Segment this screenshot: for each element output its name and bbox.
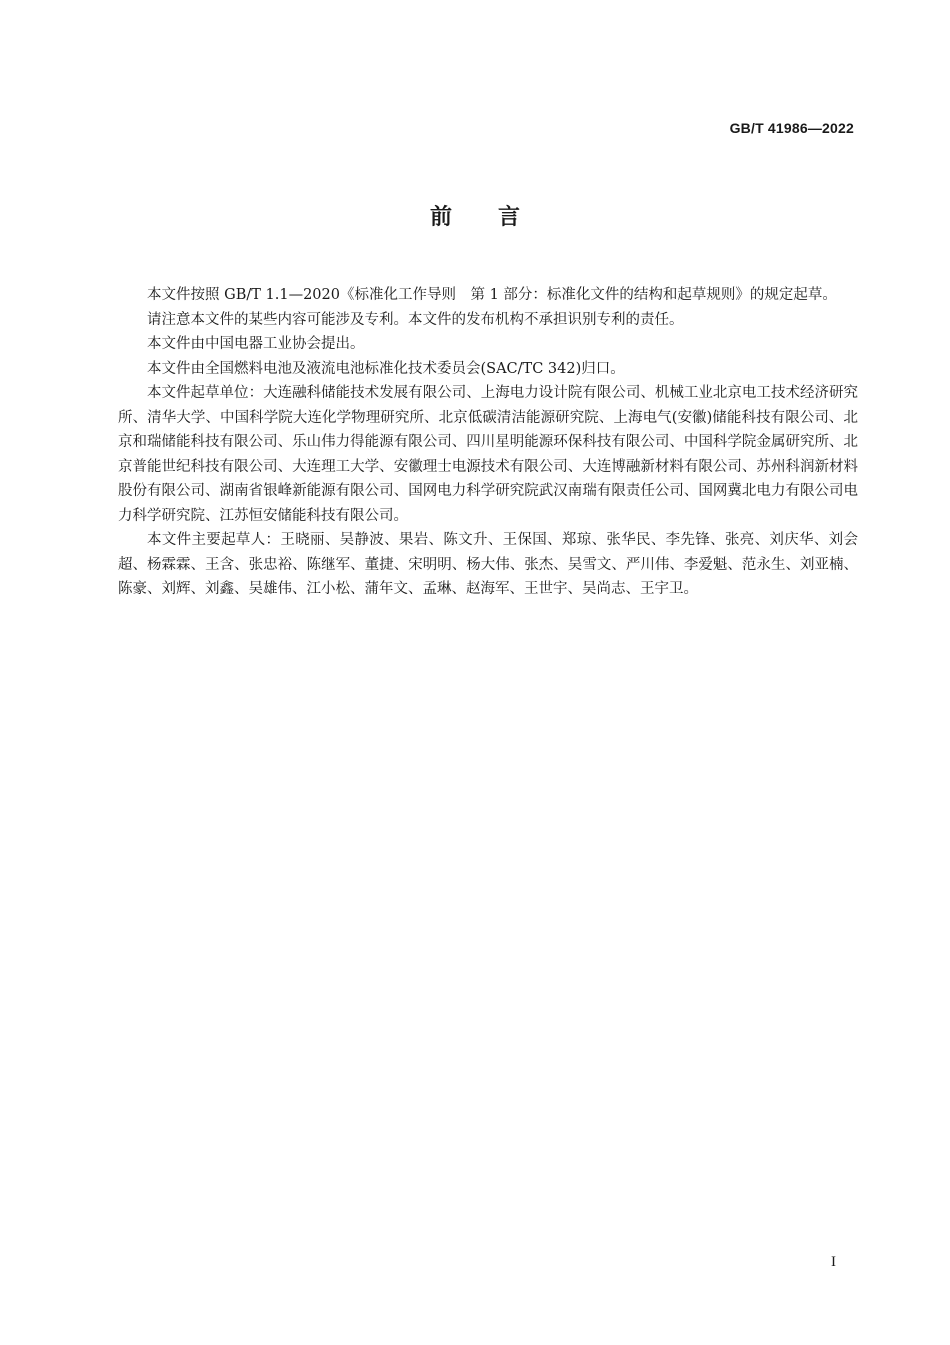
- page-title: 前言: [429, 205, 566, 230]
- paragraph-patent-notice: 请注意本文件的某些内容可能涉及专利。本文件的发布机构不承担识别专利的责任。: [147, 311, 684, 328]
- standard-number: GB/T 41986—2022: [729, 120, 854, 136]
- foreword-body: [118, 283, 858, 602]
- page-number: I: [831, 1254, 836, 1270]
- paragraph-drafting-units: 本文件起草单位：大连融科储能技术发展有限公司、上海电力设计院有限公司、机械工业北京电工技术经济研究所、清华大学、中国科学院大连化学物理研究所、北京低碳清洁能源研究院、上海电气(安徽)储能科技有限公司、北京和瑞储能科技有限公司、乐山伟力得能源有限公司、四川星明能源环保科技有限公司、中国科学院金属研究所、北京普能世纪科技有限公司、大连理工大学、安徽理士电源技术有限公司、大连博融新材料有限公司、苏州科润新材料股份有限公司、湖南省银峰新能源有限公司、国网电力科学研究院武汉南瑞有限责任公司、国网冀北电力有限公司电力科学研究院、江苏恒安储能科技有限公司。: [118, 385, 858, 524]
- paragraph-drafting-rules: 本文件按照 GB/T 1.1—2020《标准化工作导则 第 1 部分：标准化文件的结构和起草规则》的规定起草。: [147, 287, 837, 303]
- paragraph-proposer: 本文件由中国电器工业协会提出。: [147, 336, 365, 352]
- paragraph-committee: 本文件由全国燃料电池及液流电池标准化技术委员会(SAC/TC 342)归口。: [147, 360, 625, 377]
- paragraph-drafters: 本文件主要起草人：王晓丽、吴静波、果岩、陈文升、王保国、郑琼、张华民、李先锋、张亮、刘庆华、刘会超、杨霖霖、王含、张忠裕、陈继军、董捷、宋明明、杨大伟、张杰、吴雪文、严川伟、李爱魁、范永生、刘亚楠、陈豪、刘辉、刘鑫、吴雄伟、江小松、蒲年文、孟琳、赵海军、王世宇、吴尚志、王宇卫。: [118, 532, 858, 597]
